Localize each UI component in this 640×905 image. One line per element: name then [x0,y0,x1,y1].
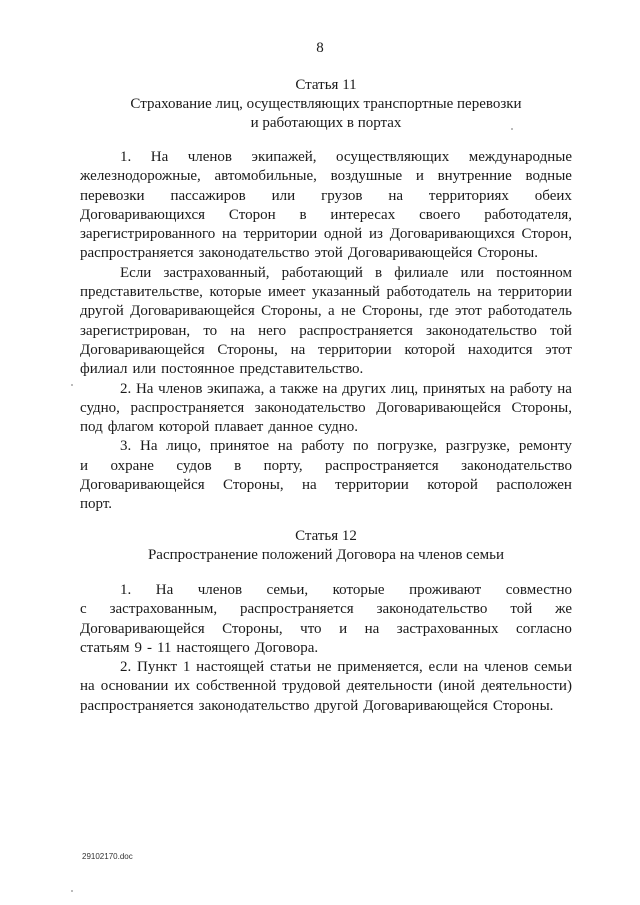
text-line: Если застрахованный, работающий в филиале или постоянном [120,264,572,281]
text-line: под флагом которой плавает данное судно. [80,419,358,436]
article-11-title: Статья 11 [295,77,357,93]
text-line: судно, распространяется законодательство Договаривающейся Стороны, [80,399,572,416]
paragraph [80,380,572,438]
file-name-footer: 29102170.doc [82,852,133,861]
paragraph [80,148,572,264]
text-line: перевозки пассажиров или грузов на территориях обеих [80,187,572,204]
text-line: статьям 9 - 11 настоящего Договора. [80,639,319,656]
article-11-subtitle-line: Страхование лиц, осуществляющих транспортные перевозки [130,96,522,112]
text-line: на основании их собственной трудовой деятельности (иной деятельности) [80,678,572,695]
text-line: распространяется законодательство другой Договаривающейся Стороны. [80,697,554,714]
text-line: Договаривающейся Стороны, на территории которой находится этот [80,341,572,358]
paragraph [80,658,572,716]
text-line: распространяется законодательство этой Договаривающейся Стороны. [80,245,538,262]
text-line: железнодорожные, автомобильные, воздушные и внутренние водные [80,168,572,185]
text-line: 1. На членов семьи, которые проживают совместно [120,582,572,598]
article-11-subtitle-line: и работающих в портах [250,115,402,131]
text-line: 2. На членов экипажа, а также на других лиц, принятых на работу на [120,380,572,397]
text-line: Договаривающихся Сторон в интересах своего работодателя, [80,206,572,223]
text-line: 2. Пункт 1 настоящей статьи не применяется, если на членов семьи [120,659,572,676]
article-12-subtitle-line: Распространение положений Договора на членов семьи [147,547,505,563]
text-line: порт. [80,496,113,513]
article-11-body [80,148,572,515]
text-line: зарегистрирован, то на него распространяется законодательство той [80,322,572,339]
scan-mark [71,890,73,892]
text-line: Договаривающейся Стороны, на территории которой расположен [80,477,572,494]
page-number: 8 [316,40,324,56]
scan-mark [511,128,513,130]
text-line: 1. На членов экипажей, осуществляющих международные [120,149,572,165]
article-12-title: Статья 12 [295,528,357,544]
text-line: зарегистрированного на территории одной из Договаривающихся Сторон, [80,226,572,243]
text-line: 3. На лицо, принятое на работу по погрузке, разгрузке, ремонту [120,438,572,455]
text-line: с застрахованным, распространяется законодательство той же [80,601,572,618]
article-12-heading [80,527,572,565]
article-12-body [80,581,572,716]
paragraph [80,437,572,514]
paragraph [80,581,572,658]
text-line: другой Договаривающейся Стороны, а не Стороны, где этот работодатель [80,303,572,320]
paragraph [80,264,572,380]
text-line: представительстве, которые имеет указанный работодатель на территории [80,284,572,301]
text-line: и охране судов в порту, распространяется законодательство [80,457,572,474]
text-line: филиал или постоянное представительство. [80,361,364,378]
text-line: Договаривающейся Стороны, что и на застрахованных согласно [80,620,572,637]
scan-mark [71,384,73,386]
article-11-heading [80,76,572,133]
